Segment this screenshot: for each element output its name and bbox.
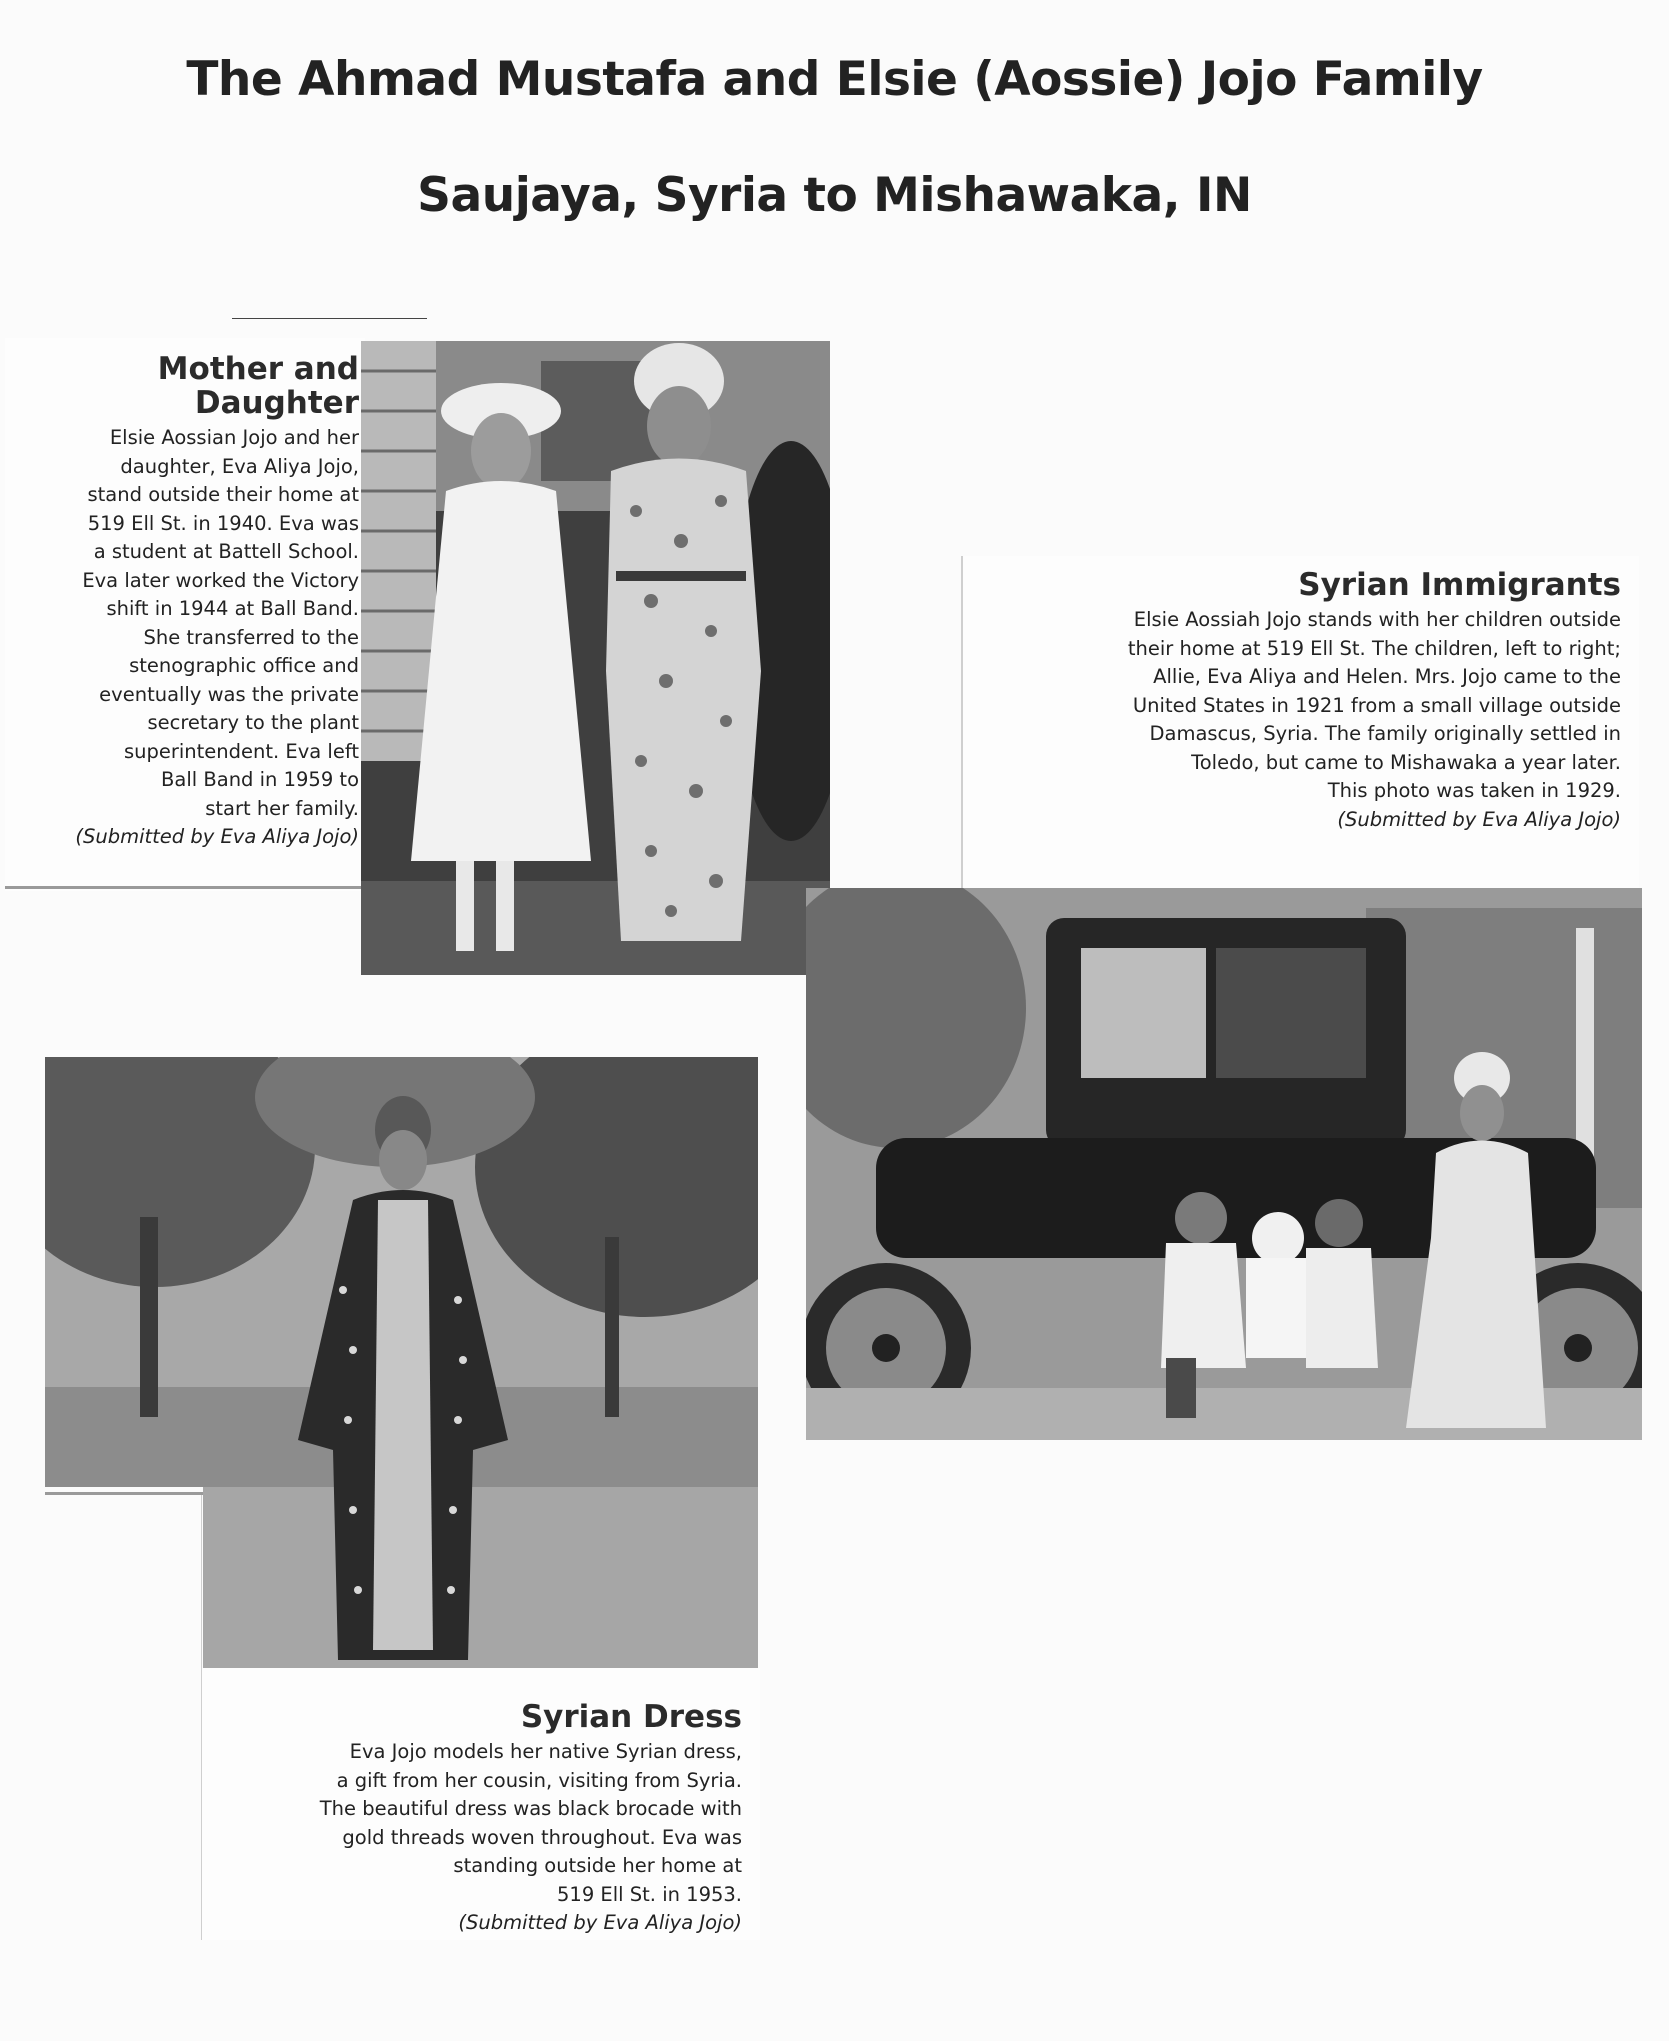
caption-credit: (Submitted by Eva Aliya Jojo) (1337, 807, 1621, 831)
caption-line: 519 Ell St. in 1940. Eva was (87, 511, 359, 535)
caption-line: standing outside her home at (453, 1854, 742, 1877)
caption-line: a student at Battell School. (93, 540, 359, 563)
caption-line: superintendent. Eva left (123, 739, 359, 763)
caption-line: This photo was taken in 1929. (1327, 779, 1621, 802)
clipping-edge-rule (232, 318, 427, 319)
clipping-heading: Daughter (194, 385, 359, 421)
clipping-edge-rule (201, 1495, 202, 1940)
caption-line: stenographic office and (129, 654, 359, 677)
caption-line: The beautiful dress was black brocade with (319, 1797, 742, 1820)
caption-line: Eva later worked the Victory (82, 568, 359, 592)
caption-line: start her family. (205, 796, 359, 820)
caption-line: gold threads woven throughout. Eva was (342, 1825, 742, 1849)
clipping-edge-rule (45, 1492, 203, 1495)
clipping-syrian-immigrants (961, 556, 1639, 889)
page-title: The Ahmad Mustafa and Elsie (Aossie) Jojo Family (186, 52, 1483, 107)
caption-line: their home at 519 Ell St. The children, left to right; (1127, 636, 1621, 660)
caption-line: 519 Ell St. in 1953. (557, 1882, 742, 1906)
caption-line: stand outside their home at (87, 483, 359, 506)
clipping-mother-daughter (5, 338, 365, 891)
caption-line: United States in 1921 from a small village outside (1132, 693, 1621, 717)
clipping-edge-rule (5, 886, 400, 889)
clipping-heading: Syrian Dress (520, 1699, 742, 1735)
caption-line: shift in 1944 at Ball Band. (106, 597, 359, 620)
caption-line: secretary to the plant (147, 711, 359, 734)
caption-line: Toledo, but came to Mishawaka a year later. (1191, 750, 1621, 774)
caption-line: Elsie Aossian Jojo and her (109, 426, 359, 449)
photo-family-with-car (806, 888, 1642, 1440)
caption-line: daughter, Eva Aliya Jojo, (120, 454, 359, 478)
clipping-heading: Syrian Immigrants (1298, 567, 1621, 603)
caption-line: Eva Jojo models her native Syrian dress, (349, 1740, 742, 1763)
caption-credit: (Submitted by Eva Aliya Jojo) (458, 1911, 742, 1934)
caption-line: Ball Band in 1959 to (161, 768, 359, 791)
clipping-heading: Mother and (157, 351, 359, 387)
caption-line: Elsie Aossiah Jojo stands with her children outside (1133, 608, 1621, 631)
caption-line: Damascus, Syria. The family originally settled in (1149, 722, 1621, 745)
caption-line: eventually was the private (99, 682, 359, 706)
caption-line: She transferred to the (143, 625, 359, 649)
photo-syrian-dress-figure (283, 1090, 523, 1665)
caption-line: a gift from her cousin, visiting from Syria. (336, 1768, 742, 1792)
caption-line: Allie, Eva Aliya and Helen. Mrs. Jojo came to the (1153, 665, 1621, 688)
caption-credit: (Submitted by Eva Aliya Jojo) (75, 825, 359, 848)
clipping-syrian-dress (201, 1668, 760, 1940)
page-subtitle: Saujaya, Syria to Mishawaka, IN (417, 168, 1252, 223)
photo-mother-daughter (361, 341, 830, 975)
